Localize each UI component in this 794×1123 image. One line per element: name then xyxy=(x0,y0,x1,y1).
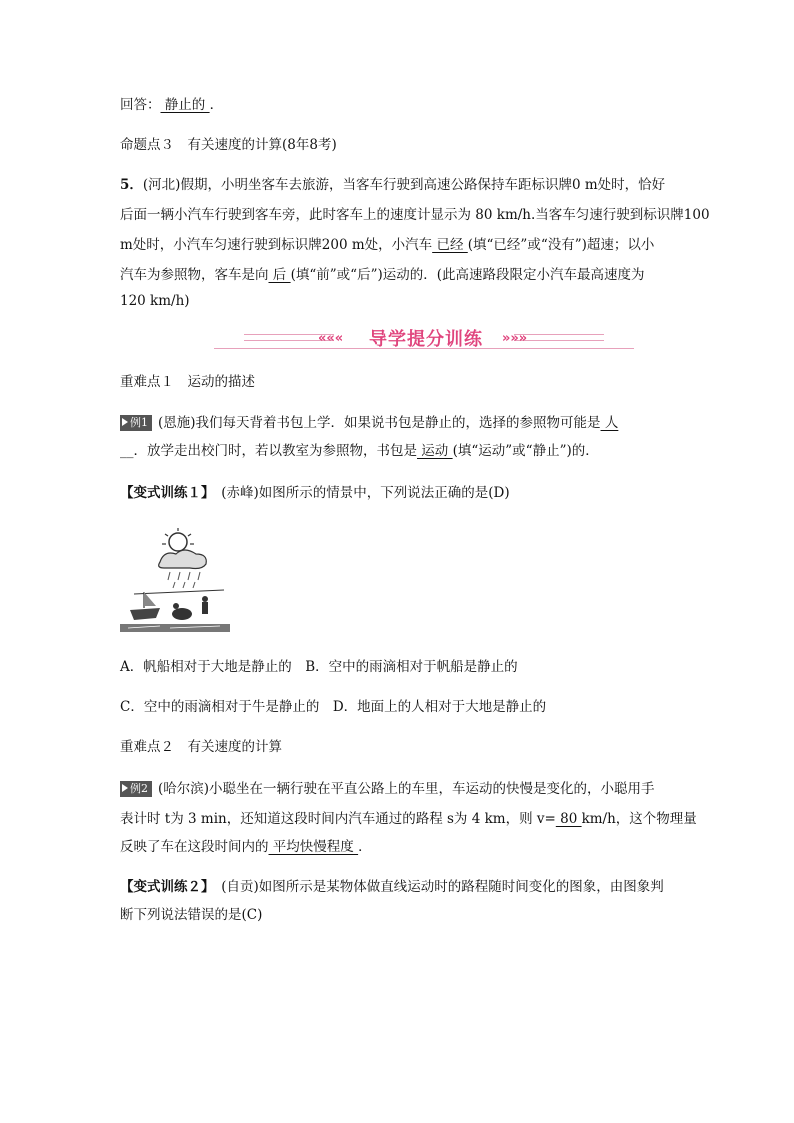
play-triangle-icon xyxy=(122,784,128,792)
key-point-1: 重难点１ 运动的描述 xyxy=(120,374,255,390)
ex2-text3b: ． xyxy=(358,839,372,855)
example-tag: 例1 xyxy=(120,415,152,431)
sailboat-rain-scene-image xyxy=(120,528,230,632)
section-banner xyxy=(214,322,634,358)
ex1-answer2: 运动 xyxy=(417,443,453,459)
ex1-answer1: 人 xyxy=(600,415,619,431)
example1-line1 xyxy=(120,414,618,432)
chevron-left-icon: ««« xyxy=(318,331,344,346)
play-triangle-icon xyxy=(122,418,128,426)
option-row-ab xyxy=(120,658,518,676)
answer-blank: 静止的 xyxy=(160,97,210,113)
variant1-text: (赤峰)如图所示的情景中，下列说法正确的是(D) xyxy=(207,485,510,501)
topic-heading: 命题点３ 有关速度的计算(8年8考) xyxy=(120,137,337,153)
example2-line2 xyxy=(120,810,697,828)
option-b: B．空中的雨滴相对于帆船是静止的 xyxy=(305,659,518,675)
answer-prefix: 回答： xyxy=(120,97,161,113)
ex2-text2a: 表计时 t为 3 min，还知道这段时间内汽车通过的路程 s为 4 km，则 v= xyxy=(120,811,556,827)
q5-text1: (河北)假期，小明坐客车去旅游，当客车行驶到高速公路保持车距标识牌0 m处时，恰好 xyxy=(142,177,666,193)
q5-line2: 后面一辆小汽车行驶到客车旁，此时客车上的速度计显示为 80 km/h.当客车匀速行驶到标识牌100 xyxy=(120,207,710,223)
ex2-answer2: 平均快慢程度 xyxy=(268,839,359,855)
example-tag: 例2 xyxy=(120,781,152,797)
variant1-label: 【变式训练１】 xyxy=(120,485,208,501)
example2-line3 xyxy=(120,838,372,856)
variant1-line xyxy=(120,484,510,502)
ex2-text1: (哈尔滨)小聪坐在一辆行驶在平直公路上的车里，车运动的快慢是变化的，小聪用手 xyxy=(158,781,655,797)
q5-line1 xyxy=(120,176,665,194)
q5-line5: 120 km/h) xyxy=(120,293,190,309)
example1-line2 xyxy=(120,442,599,460)
q5-answer2: 后 xyxy=(268,267,291,283)
answer-suffix: ． xyxy=(209,97,224,113)
banner-title: 导学提分训练 xyxy=(369,329,483,350)
example2-line1 xyxy=(120,780,655,798)
option-a: A．帆船相对于大地是静止的 xyxy=(120,659,292,675)
q5-text3a: m处时，小汽车匀速行驶到标识牌200 m处，小汽车 xyxy=(120,237,433,253)
chevron-right-icon: »»» xyxy=(502,331,528,346)
q5-text4a: 汽车为参照物，客车是向 xyxy=(120,267,269,283)
ex2-answer1: 80 xyxy=(555,811,582,827)
ex2-text3a: 反映了车在这段时间内的 xyxy=(120,839,269,855)
question-number: 5． xyxy=(120,177,143,193)
variant2-label: 【变式训练２】 xyxy=(120,879,208,895)
ex1-text1: (恩施)我们每天背着书包上学．如果说书包是静止的，选择的参照物可能是 xyxy=(158,415,601,431)
ex2-text2b: km/h，这个物理量 xyxy=(581,811,697,827)
answer-line xyxy=(120,96,223,114)
q5-text3b: (填“已经”或“没有”)超速；以小 xyxy=(467,237,655,253)
ex1-text2b: (填“运动”或“静止”)的． xyxy=(452,443,599,459)
ex1-text2a: __．放学走出校门时，若以教室为参照物，书包是 xyxy=(120,443,417,459)
scene-figure xyxy=(120,528,230,632)
q5-answer1: 已经 xyxy=(432,237,468,253)
q5-text4b: (填“前”或“后”)运动的．(此高速路段限定小汽车最高速度为 xyxy=(290,267,645,283)
q5-line3 xyxy=(120,236,654,254)
variant2-line1 xyxy=(120,878,664,896)
variant2-text1: (自贡)如图所示是某物体做直线运动时的路程随时间变化的图象，由图象判 xyxy=(207,879,664,895)
key-point-2: 重难点２ 有关速度的计算 xyxy=(120,739,282,755)
variant2-line2: 断下列说法错误的是(C) xyxy=(120,907,263,923)
option-row-cd xyxy=(120,698,546,716)
q5-line4 xyxy=(120,266,645,284)
option-c: C．空中的雨滴相对于牛是静止的 xyxy=(120,699,320,715)
option-d: D．地面上的人相对于大地是静止的 xyxy=(332,699,547,715)
